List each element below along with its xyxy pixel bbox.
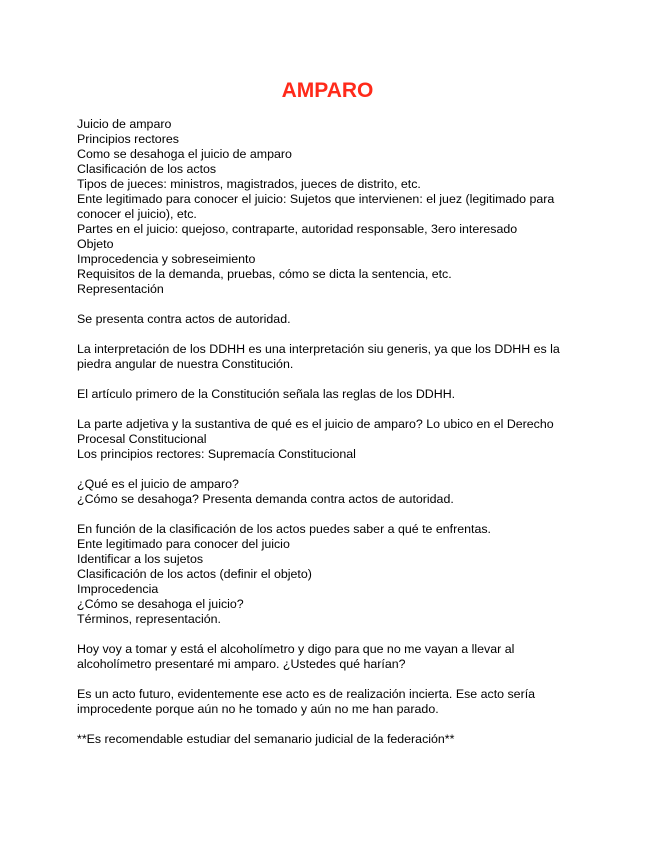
text-line: Tipos de jueces: ministros, magistrados, jueces de distrito, etc.	[77, 177, 421, 191]
text-line: Partes en el juicio: quejoso, contraparte, autoridad responsable, 3ero interesado	[77, 222, 518, 236]
text-line: piedra angular de nuestra Constitución.	[77, 357, 294, 371]
text-line: alcoholímetro presentaré mi amparo. ¿Ustedes qué harían?	[77, 657, 406, 671]
document-title: AMPARO	[281, 79, 374, 102]
paragraph	[77, 342, 587, 372]
paragraph	[77, 642, 587, 672]
text-line: Procesal Constitucional	[77, 432, 207, 446]
text-line: Representación	[77, 282, 164, 296]
text-line: Identificar a los sujetos	[77, 552, 204, 566]
text-line: Improcedencia y sobreseimiento	[77, 252, 256, 266]
text-line: ¿Qué es el juicio de amparo?	[77, 477, 239, 491]
text-line: Clasificación de los actos (definir el objeto)	[77, 567, 312, 581]
text-line: Requisitos de la demanda, pruebas, cómo se dicta la sentencia, etc.	[77, 267, 452, 281]
text-line: Como se desahoga el juicio de amparo	[77, 147, 292, 161]
text-line: **Es recomendable estudiar del semanario judicial de la federación**	[77, 732, 455, 746]
document-body	[77, 117, 587, 747]
text-line: Clasificación de los actos	[77, 162, 217, 176]
text-line: Hoy voy a tomar y está el alcoholímetro y digo para que no me vayan a llevar al	[77, 642, 515, 656]
text-line: Ente legitimado para conocer el juicio: Sujetos que intervienen: el juez (legitimado para	[77, 192, 555, 206]
text-line: En función de la clasificación de los actos puedes saber a qué te enfrentas.	[77, 522, 491, 536]
text-line: Términos, representación.	[77, 612, 221, 626]
paragraph	[77, 387, 587, 402]
text-line: El artículo primero de la Constitución señala las reglas de los DDHH.	[77, 387, 456, 401]
text-line: Los principios rectores: Supremacía Constitucional	[77, 447, 356, 461]
paragraph	[77, 732, 587, 747]
text-line: Se presenta contra actos de autoridad.	[77, 312, 291, 326]
paragraph	[77, 687, 587, 717]
text-line: ¿Cómo se desahoga el juicio?	[77, 597, 244, 611]
paragraph	[77, 417, 587, 462]
paragraph	[77, 312, 587, 327]
text-line: Improcedencia	[77, 582, 159, 596]
text-line: improcedente porque aún no he tomado y aún no me han parado.	[77, 702, 439, 716]
text-line: conocer el juicio), etc.	[77, 207, 197, 221]
text-line: Objeto	[77, 237, 114, 251]
text-line: ¿Cómo se desahoga? Presenta demanda contra actos de autoridad.	[77, 492, 454, 506]
text-line: Principios rectores	[77, 132, 179, 146]
text-line: Ente legitimado para conocer del juicio	[77, 537, 290, 551]
text-line: La interpretación de los DDHH es una interpretación siu generis, ya que los DDHH es la	[77, 342, 560, 356]
text-line: Juicio de amparo	[77, 117, 172, 131]
paragraph	[77, 477, 587, 507]
paragraph	[77, 117, 587, 297]
text-line: Es un acto futuro, evidentemente ese acto es de realización incierta. Ese acto sería	[77, 687, 536, 701]
paragraph	[77, 522, 587, 627]
text-line: La parte adjetiva y la sustantiva de qué es el juicio de amparo? Lo ubico en el Derecho	[77, 417, 554, 431]
